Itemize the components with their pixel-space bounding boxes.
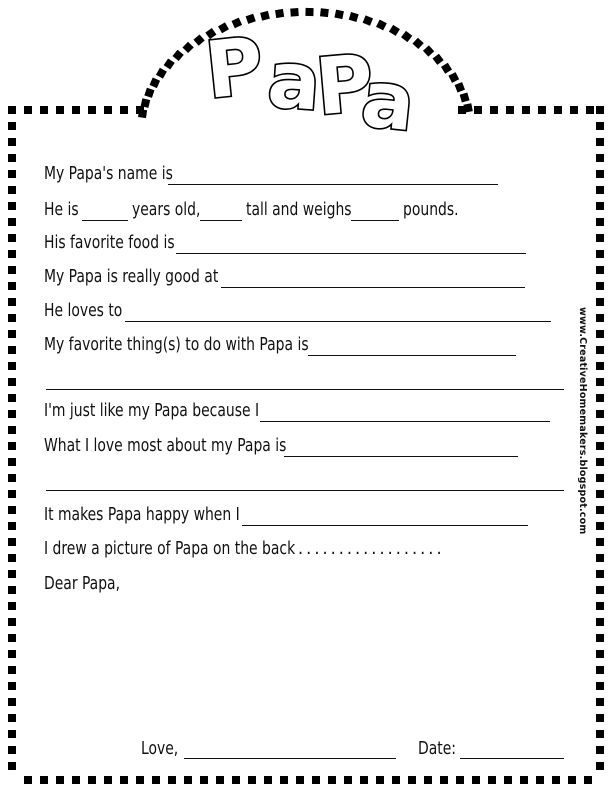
website-credit: www.CreativeHomemakers.blogspot.com — [577, 307, 588, 535]
border-square — [490, 106, 498, 114]
border-square — [172, 50, 183, 61]
papa-title — [201, 21, 419, 149]
border-square — [554, 106, 562, 114]
border-square — [8, 282, 16, 290]
border-square — [463, 103, 472, 112]
blank-papa-name[interactable] — [168, 166, 498, 185]
blank-loves-to[interactable] — [125, 303, 551, 322]
border-square — [596, 170, 604, 178]
border-square — [8, 650, 16, 658]
border-square — [596, 746, 604, 754]
border-square — [596, 394, 604, 402]
border-square — [8, 762, 16, 770]
label-dear-papa: Dear Papa, — [44, 573, 121, 594]
border-square — [8, 682, 16, 690]
border-square — [568, 776, 576, 784]
border-square — [138, 109, 147, 118]
border-square — [596, 762, 604, 770]
border-square — [8, 250, 16, 258]
border-square — [320, 8, 329, 17]
border-square — [360, 776, 368, 784]
border-square — [596, 442, 604, 450]
border-square — [401, 31, 412, 42]
border-square — [8, 330, 16, 338]
border-square — [596, 218, 604, 226]
border-square — [596, 362, 604, 370]
border-square — [596, 570, 604, 578]
border-square — [596, 634, 604, 642]
border-square — [596, 650, 604, 658]
border-square — [552, 776, 560, 784]
border-square — [164, 58, 175, 69]
border-square — [596, 666, 604, 674]
border-square — [596, 122, 604, 130]
border-square — [596, 154, 604, 162]
border-square — [40, 106, 48, 114]
blank-love-most[interactable] — [284, 438, 518, 457]
border-square — [8, 394, 16, 402]
border-square — [596, 106, 604, 114]
border-square — [488, 776, 496, 784]
border-square — [8, 586, 16, 594]
blank-love-most-continued[interactable] — [46, 490, 564, 491]
label-tall-weighs: tall and weighs — [245, 199, 352, 220]
border-square — [296, 776, 304, 784]
border-square — [586, 106, 594, 114]
border-square — [152, 776, 160, 784]
border-square — [8, 170, 16, 178]
border-square — [596, 250, 604, 258]
border-square — [8, 554, 16, 562]
dot-leader: .................. — [298, 538, 445, 559]
border-square — [8, 730, 16, 738]
border-square — [522, 106, 530, 114]
border-square — [275, 9, 284, 18]
border-square — [363, 15, 373, 25]
row-just-like — [44, 400, 554, 422]
border-square — [8, 474, 16, 482]
border-square — [8, 266, 16, 274]
border-square — [8, 362, 16, 370]
border-square — [596, 698, 604, 706]
label-good-at: My Papa is really good at — [44, 266, 219, 287]
blank-weight[interactable] — [351, 202, 399, 221]
border-square — [290, 8, 299, 17]
border-square — [472, 776, 480, 784]
border-square — [474, 106, 482, 114]
border-square — [56, 776, 64, 784]
title-letter-3: P — [312, 38, 378, 134]
label-drew-picture: I drew a picture of Papa on the back — [44, 538, 296, 559]
label-love-most: What I love most about my Papa is — [44, 435, 287, 456]
blank-age[interactable] — [82, 202, 128, 221]
border-square — [8, 506, 16, 514]
border-square — [349, 12, 359, 22]
border-square — [56, 106, 64, 114]
row-dear-papa — [44, 573, 132, 595]
row-favorite-thing — [44, 334, 520, 356]
signature-row — [141, 738, 568, 759]
border-square — [596, 298, 604, 306]
border-square — [596, 682, 604, 690]
row-drew-picture — [44, 538, 445, 560]
border-square — [596, 234, 604, 242]
border-square — [334, 10, 343, 19]
border-square — [8, 378, 16, 386]
border-square — [40, 776, 48, 784]
border-square — [596, 602, 604, 610]
border-square — [8, 522, 16, 530]
border-square — [376, 776, 384, 784]
border-square — [538, 106, 546, 114]
border-square — [88, 106, 96, 114]
border-square — [8, 618, 16, 626]
border-square — [8, 746, 16, 754]
border-square — [8, 234, 16, 242]
border-square — [184, 776, 192, 784]
border-square — [8, 202, 16, 210]
border-square — [408, 776, 416, 784]
border-square — [8, 122, 16, 130]
border-square — [376, 20, 387, 31]
label-date: Date: — [418, 738, 457, 759]
title-letter-2: a — [264, 35, 324, 129]
border-square — [596, 314, 604, 322]
border-square — [264, 776, 272, 784]
border-square — [8, 442, 16, 450]
border-square — [8, 570, 16, 578]
label-loves-to: He loves to — [44, 300, 123, 321]
label-favorite-thing: My favorite thing(s) to do with Papa is — [44, 334, 309, 355]
border-square — [506, 106, 514, 114]
blank-date[interactable] — [460, 740, 564, 759]
row-love-most — [44, 435, 522, 457]
blank-good-at[interactable] — [221, 269, 525, 288]
border-square — [260, 11, 270, 21]
border-square — [596, 282, 604, 290]
border-square — [389, 25, 400, 36]
border-square — [8, 410, 16, 418]
label-pounds: pounds. — [402, 199, 459, 220]
border-square — [168, 776, 176, 784]
border-square — [8, 714, 16, 722]
border-square — [312, 776, 320, 784]
border-square — [120, 776, 128, 784]
border-square — [423, 45, 434, 56]
border-square — [328, 776, 336, 784]
border-square — [584, 776, 592, 784]
border-square — [596, 554, 604, 562]
border-square — [8, 346, 16, 354]
border-square — [150, 78, 161, 89]
border-square — [455, 82, 465, 92]
label-love: Love, — [141, 738, 179, 759]
border-square — [104, 776, 112, 784]
blank-favorite-thing[interactable] — [308, 337, 516, 356]
border-square — [24, 776, 32, 784]
row-papa-name — [44, 163, 502, 185]
row-makes-happy — [44, 504, 532, 526]
border-square — [392, 776, 400, 784]
border-square — [433, 54, 444, 65]
border-square — [8, 538, 16, 546]
border-square — [596, 346, 604, 354]
border-square — [596, 410, 604, 418]
blank-just-like[interactable] — [260, 403, 550, 422]
border-square — [596, 266, 604, 274]
border-square — [232, 776, 240, 784]
row-good-at — [44, 266, 529, 288]
border-square — [24, 106, 32, 114]
blank-love-signature[interactable] — [184, 740, 396, 759]
border-square — [596, 586, 604, 594]
border-square — [8, 314, 16, 322]
border-square — [8, 602, 16, 610]
border-square — [460, 93, 470, 103]
border-square — [8, 490, 16, 498]
border-square — [596, 426, 604, 434]
border-square — [156, 68, 167, 79]
border-square — [8, 154, 16, 162]
border-square — [412, 38, 423, 49]
border-square — [248, 776, 256, 784]
border-square — [504, 776, 512, 784]
border-square — [8, 698, 16, 706]
border-square — [520, 776, 528, 784]
label-papa-name: My Papa's name is — [44, 163, 173, 184]
border-square — [441, 63, 452, 74]
border-square — [8, 138, 16, 146]
border-square — [596, 458, 604, 466]
border-square — [344, 776, 352, 784]
border-square — [144, 88, 154, 98]
border-square — [182, 42, 193, 53]
border-square — [596, 522, 604, 530]
label-makes-happy: It makes Papa happy when I — [44, 504, 240, 525]
border-square — [596, 538, 604, 546]
label-he-is: He is — [44, 199, 79, 220]
border-square — [8, 218, 16, 226]
row-age-height-weight — [44, 199, 467, 221]
border-square — [596, 202, 604, 210]
border-square — [8, 106, 16, 114]
border-square — [216, 776, 224, 784]
label-just-like: I'm just like my Papa because I — [44, 400, 260, 421]
border-square — [8, 298, 16, 306]
blank-favorite-food[interactable] — [176, 235, 526, 254]
border-square — [424, 776, 432, 784]
border-square — [120, 106, 128, 114]
border-square — [536, 776, 544, 784]
border-square — [440, 776, 448, 784]
border-square — [596, 730, 604, 738]
border-square — [72, 106, 80, 114]
label-favorite-food: His favorite food is — [44, 232, 175, 253]
border-square — [596, 506, 604, 514]
border-square — [596, 138, 604, 146]
border-square — [8, 186, 16, 194]
border-square — [456, 776, 464, 784]
title-letter-4: a — [357, 54, 420, 150]
border-square — [8, 634, 16, 642]
blank-height[interactable] — [200, 202, 242, 221]
row-favorite-food — [44, 232, 530, 254]
border-square — [200, 776, 208, 784]
border-square — [596, 474, 604, 482]
label-years-old: years old, — [132, 199, 201, 220]
border-square — [570, 106, 578, 114]
border-square — [596, 490, 604, 498]
border-square — [8, 426, 16, 434]
border-square — [8, 458, 16, 466]
row-loves-to — [44, 300, 555, 322]
border-square — [88, 776, 96, 784]
blank-makes-happy[interactable] — [242, 507, 528, 526]
border-square — [72, 776, 80, 784]
blank-favorite-thing-continued[interactable] — [46, 389, 564, 390]
border-square — [136, 776, 144, 784]
border-square — [280, 776, 288, 784]
border-square — [596, 618, 604, 626]
border-square — [596, 714, 604, 722]
border-square — [104, 106, 112, 114]
border-square — [596, 378, 604, 386]
title-letter-1: P — [201, 21, 268, 117]
border-square — [8, 666, 16, 674]
border-square — [305, 8, 313, 16]
border-square — [596, 330, 604, 338]
border-square — [596, 186, 604, 194]
border-square — [448, 72, 459, 83]
